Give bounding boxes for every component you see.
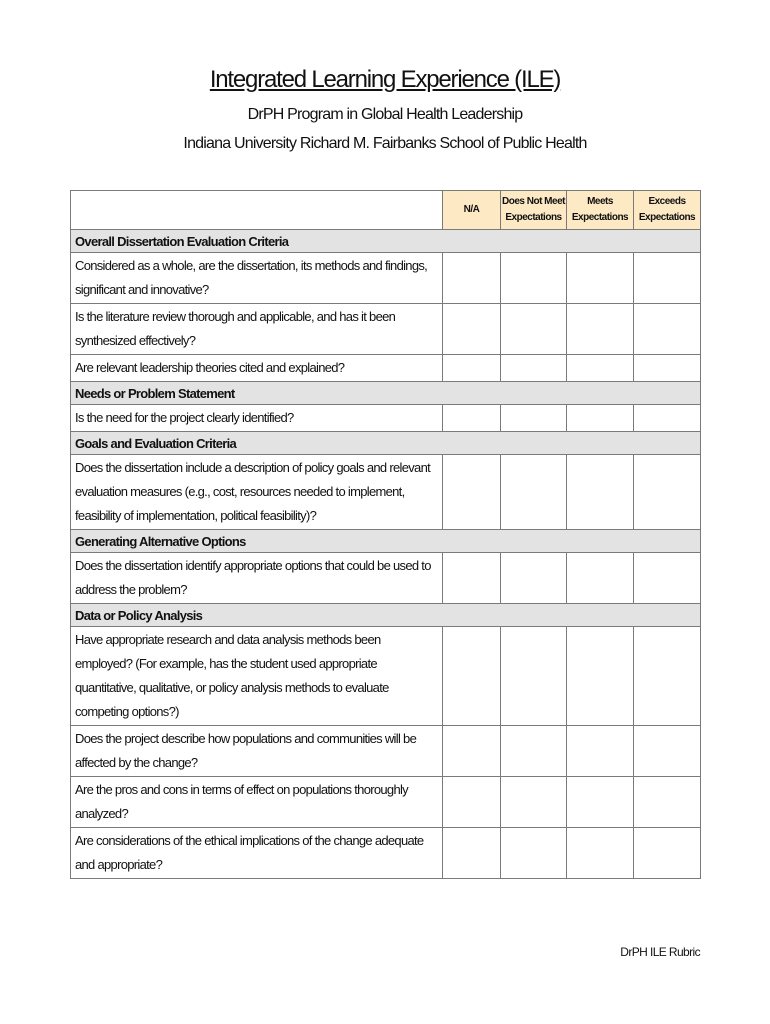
question-row (71, 553, 701, 604)
rating-cell-meets[interactable] (567, 553, 634, 604)
column-header-exceeds: Exceeds Expectations (634, 191, 701, 230)
rubric-body (71, 191, 701, 879)
rating-cell-meets[interactable] (567, 777, 634, 828)
question-row (71, 355, 701, 382)
rating-cell-exceeds[interactable] (634, 553, 701, 604)
section-heading: Needs or Problem Statement (71, 382, 701, 405)
question-row (71, 405, 701, 432)
rating-cell-does-not-meet[interactable] (501, 726, 567, 777)
rubric-table (70, 190, 701, 879)
question-row (71, 726, 701, 777)
document-title: Integrated Learning Experience (ILE) (209, 66, 561, 93)
question-row (71, 455, 701, 530)
question-text: Are considerations of the ethical implications of the change adequate and appropriate? (71, 828, 443, 879)
rating-cell-na[interactable] (443, 828, 501, 879)
question-text: Does the project describe how populations and communities will be affected by the change? (71, 726, 443, 777)
rating-cell-meets[interactable] (567, 828, 634, 879)
rating-cell-does-not-meet[interactable] (501, 627, 567, 726)
program-subtitle: DrPH Program in Global Health Leadership (247, 106, 523, 123)
rating-cell-exceeds[interactable] (634, 726, 701, 777)
rating-cell-does-not-meet[interactable] (501, 355, 567, 382)
question-text: Have appropriate research and data analysis methods been employed? (For example, has the student used appropriate quantitative, qualitative, or policy analysis methods to evaluate competing options?) (71, 627, 443, 726)
rating-cell-does-not-meet[interactable] (501, 828, 567, 879)
rating-cell-meets[interactable] (567, 253, 634, 304)
rating-cell-na[interactable] (443, 726, 501, 777)
question-row (71, 627, 701, 726)
question-row (71, 304, 701, 355)
rating-cell-meets[interactable] (567, 726, 634, 777)
section-header-row (71, 230, 701, 253)
rating-cell-does-not-meet[interactable] (501, 553, 567, 604)
rating-cell-na[interactable] (443, 405, 501, 432)
rating-cell-does-not-meet[interactable] (501, 455, 567, 530)
rating-cell-na[interactable] (443, 627, 501, 726)
school-subtitle: Indiana University Richard M. Fairbanks School of Public Health (183, 135, 587, 152)
column-header-na: N/A (443, 191, 501, 230)
rating-cell-meets[interactable] (567, 304, 634, 355)
question-text: Does the dissertation include a description of policy goals and relevant evaluation measures (e.g., cost, resources needed to implement, feasibility of implementation, political feasibility)? (71, 455, 443, 530)
section-heading: Overall Dissertation Evaluation Criteria (71, 230, 701, 253)
rating-cell-meets[interactable] (567, 627, 634, 726)
question-text: Considered as a whole, are the dissertation, its methods and findings, significant and innovative? (71, 253, 443, 304)
rating-cell-exceeds[interactable] (634, 355, 701, 382)
question-text: Are the pros and cons in terms of effect on populations thoroughly analyzed? (71, 777, 443, 828)
question-row (71, 253, 701, 304)
rating-cell-exceeds[interactable] (634, 828, 701, 879)
rating-cell-na[interactable] (443, 553, 501, 604)
section-heading: Generating Alternative Options (71, 530, 701, 553)
page-footer: DrPH ILE Rubric (620, 945, 700, 959)
question-text: Are relevant leadership theories cited and explained? (71, 355, 443, 382)
rating-cell-exceeds[interactable] (634, 304, 701, 355)
section-heading: Data or Policy Analysis (71, 604, 701, 627)
question-text: Does the dissertation identify appropriate options that could be used to address the problem? (71, 553, 443, 604)
criteria-header-cell (71, 191, 443, 230)
section-header-row (71, 432, 701, 455)
rating-cell-meets[interactable] (567, 355, 634, 382)
rating-cell-na[interactable] (443, 304, 501, 355)
rating-cell-na[interactable] (443, 355, 501, 382)
rating-cell-meets[interactable] (567, 455, 634, 530)
section-header-row (71, 530, 701, 553)
rating-cell-exceeds[interactable] (634, 627, 701, 726)
question-text: Is the literature review thorough and applicable, and has it been synthesized effectively? (71, 304, 443, 355)
question-row (71, 777, 701, 828)
column-header-meets: Meets Expectations (567, 191, 634, 230)
section-header-row (71, 604, 701, 627)
rating-cell-does-not-meet[interactable] (501, 304, 567, 355)
rating-cell-exceeds[interactable] (634, 405, 701, 432)
section-header-row (71, 382, 701, 405)
rating-cell-exceeds[interactable] (634, 253, 701, 304)
rubric-header-row (71, 191, 701, 230)
question-row (71, 828, 701, 879)
rating-cell-exceeds[interactable] (634, 455, 701, 530)
column-header-does-not-meet: Does Not Meet Expectations (501, 191, 567, 230)
rating-cell-na[interactable] (443, 253, 501, 304)
rating-cell-does-not-meet[interactable] (501, 405, 567, 432)
rating-cell-na[interactable] (443, 455, 501, 530)
rating-cell-does-not-meet[interactable] (501, 777, 567, 828)
rating-cell-na[interactable] (443, 777, 501, 828)
rating-cell-exceeds[interactable] (634, 777, 701, 828)
rating-cell-does-not-meet[interactable] (501, 253, 567, 304)
rating-cell-meets[interactable] (567, 405, 634, 432)
section-heading: Goals and Evaluation Criteria (71, 432, 701, 455)
question-text: Is the need for the project clearly identified? (71, 405, 443, 432)
